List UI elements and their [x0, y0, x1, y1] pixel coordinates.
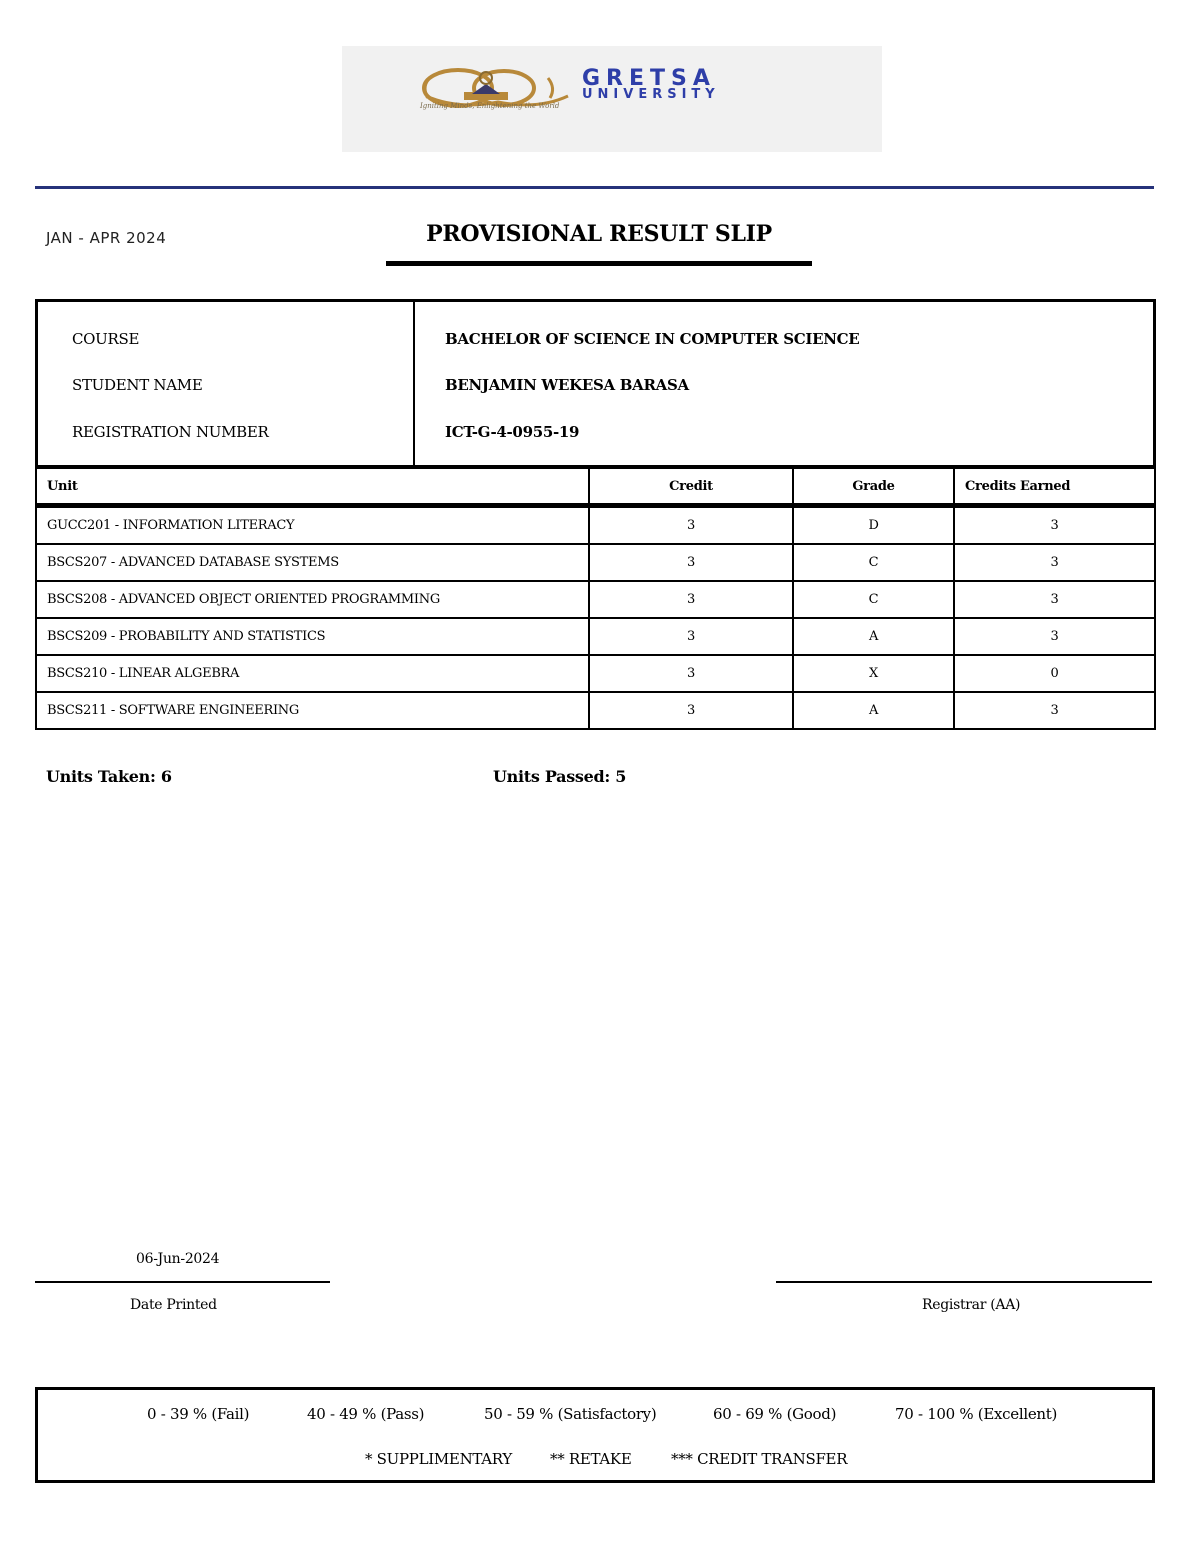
grade-cell: X: [793, 655, 954, 692]
logo-wordmark: [582, 68, 720, 101]
column-header-credits-earned: Credits Earned: [954, 468, 1155, 506]
results-table: [35, 467, 1156, 730]
legend-code-supplimentary: * SUPPLIMENTARY: [365, 1450, 512, 1468]
credits-earned-cell: 3: [954, 544, 1155, 581]
grading-legend-box: [35, 1387, 1155, 1483]
unit-cell: BSCS211 - SOFTWARE ENGINEERING: [36, 692, 589, 729]
credit-cell: 3: [589, 544, 793, 581]
student-info-box: [35, 299, 1156, 468]
credit-cell: 3: [589, 655, 793, 692]
header-divider: [35, 186, 1154, 189]
table-header-row: [36, 468, 1155, 506]
grade-cell: D: [793, 506, 954, 545]
logo-name-line2: UNIVERSITY: [582, 87, 720, 102]
table-row: [36, 618, 1155, 655]
course-label: COURSE: [72, 330, 140, 348]
registrar-label: Registrar (AA): [922, 1297, 1021, 1313]
units-passed-summary: Units Passed: 5: [493, 767, 627, 786]
student-name-label: STUDENT NAME: [72, 376, 203, 394]
registration-number-value: ICT-G-4-0955-19: [445, 423, 580, 441]
logo-tagline: Igniting Minds, Enlightening the World: [420, 102, 560, 110]
info-column-divider: [413, 302, 415, 465]
legend-code-credit-transfer: *** CREDIT TRANSFER: [671, 1450, 848, 1468]
date-printed-value: 06-Jun-2024: [136, 1251, 220, 1267]
unit-cell: BSCS207 - ADVANCED DATABASE SYSTEMS: [36, 544, 589, 581]
date-signature-line: [35, 1281, 330, 1283]
legend-grade-satisfactory: 50 - 59 % (Satisfactory): [484, 1405, 657, 1423]
credits-earned-cell: 0: [954, 655, 1155, 692]
table-row: [36, 581, 1155, 618]
credits-earned-cell: 3: [954, 618, 1155, 655]
table-row: [36, 506, 1155, 545]
credits-earned-cell: 3: [954, 506, 1155, 545]
legend-grade-excellent: 70 - 100 % (Excellent): [895, 1405, 1058, 1423]
grade-cell: A: [793, 618, 954, 655]
credit-cell: 3: [589, 618, 793, 655]
page-title: PROVISIONAL RESULT SLIP: [426, 221, 772, 247]
legend-grade-pass: 40 - 49 % (Pass): [307, 1405, 425, 1423]
registrar-signature-line: [776, 1281, 1152, 1283]
table-row: [36, 544, 1155, 581]
date-printed-label: Date Printed: [130, 1297, 217, 1313]
legend-grade-good: 60 - 69 % (Good): [713, 1405, 837, 1423]
unit-cell: GUCC201 - INFORMATION LITERACY: [36, 506, 589, 545]
credits-earned-cell: 3: [954, 581, 1155, 618]
unit-cell: BSCS208 - ADVANCED OBJECT ORIENTED PROGRAMMING: [36, 581, 589, 618]
table-row: [36, 655, 1155, 692]
legend-code-retake: ** RETAKE: [550, 1450, 632, 1468]
grade-cell: C: [793, 544, 954, 581]
units-taken-summary: Units Taken: 6: [46, 767, 172, 786]
unit-cell: BSCS210 - LINEAR ALGEBRA: [36, 655, 589, 692]
credits-earned-cell: 3: [954, 692, 1155, 729]
grade-cell: C: [793, 581, 954, 618]
unit-cell: BSCS209 - PROBABILITY AND STATISTICS: [36, 618, 589, 655]
column-header-credit: Credit: [589, 468, 793, 506]
credit-cell: 3: [589, 581, 793, 618]
university-logo-banner: [342, 46, 882, 152]
credit-cell: 3: [589, 506, 793, 545]
credit-cell: 3: [589, 692, 793, 729]
grade-cell: A: [793, 692, 954, 729]
student-name-value: BENJAMIN WEKESA BARASA: [445, 376, 689, 394]
logo-name-line1: GRETSA: [582, 66, 716, 91]
table-row: [36, 692, 1155, 729]
registration-number-label: REGISTRATION NUMBER: [72, 423, 269, 441]
column-header-grade: Grade: [793, 468, 954, 506]
column-header-unit: Unit: [36, 468, 589, 506]
term-label: JAN - APR 2024: [46, 229, 167, 247]
course-value: BACHELOR OF SCIENCE IN COMPUTER SCIENCE: [445, 330, 860, 348]
title-underline: [386, 261, 812, 266]
legend-grade-fail: 0 - 39 % (Fail): [147, 1405, 250, 1423]
